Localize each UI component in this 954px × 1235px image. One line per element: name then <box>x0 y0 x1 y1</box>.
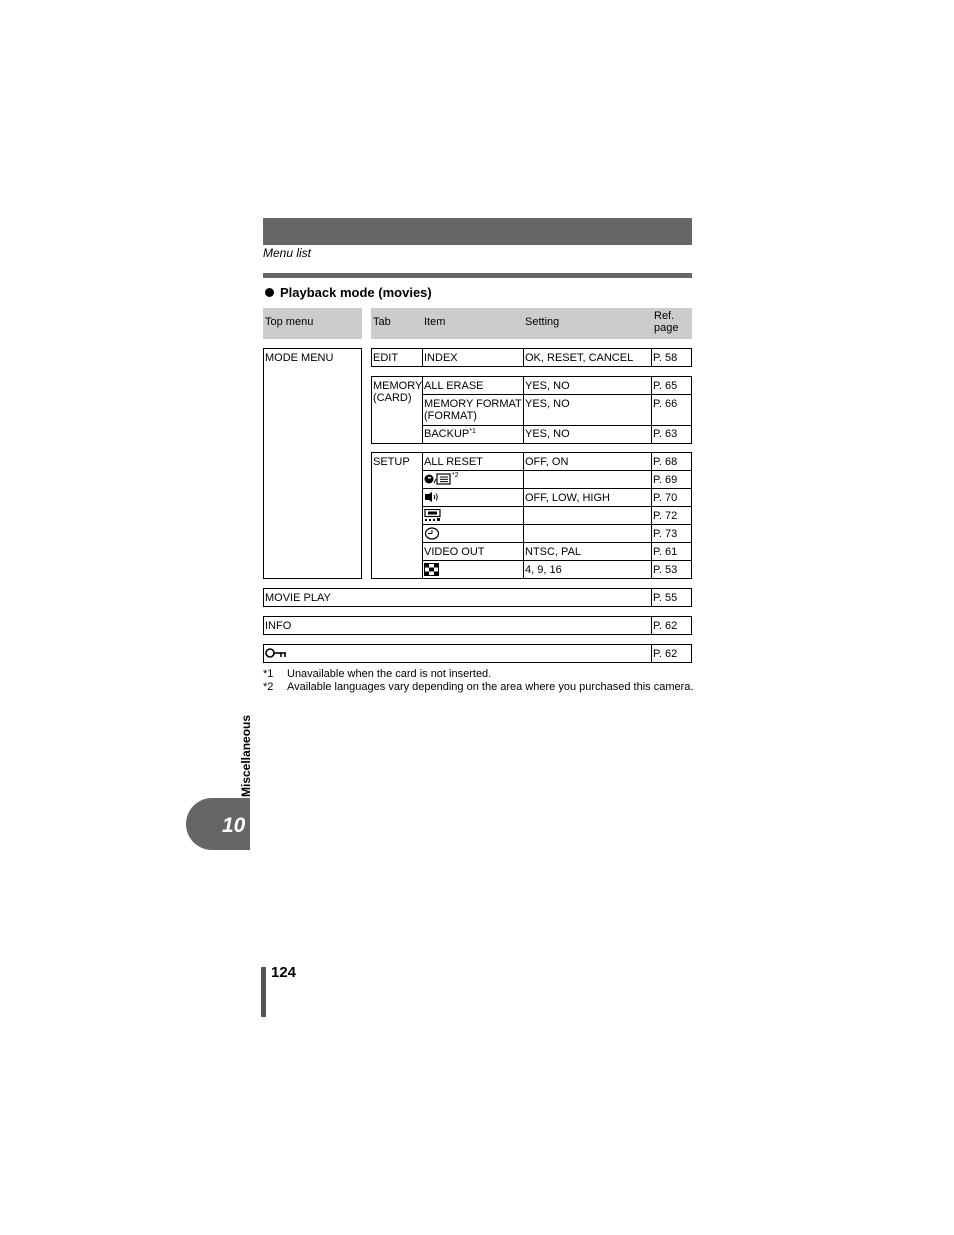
protect-label <box>264 647 287 659</box>
setup-tab: SETUP <box>373 456 410 468</box>
setup-ref-index-grid: P. 53 <box>653 564 678 576</box>
header-top-menu <box>263 308 362 339</box>
chapter-number: 10 <box>222 814 246 837</box>
memory-tab: MEMORY (CARD) <box>373 380 423 404</box>
setup-item-language: *2 <box>423 472 459 485</box>
setup-group <box>371 452 692 579</box>
edit-setting: OK, RESET, CANCEL <box>525 352 634 364</box>
setup-setting-video-out: NTSC, PAL <box>525 546 582 558</box>
setup-ref-clock: P. 73 <box>653 528 678 540</box>
chapter-label: Miscellaneous <box>239 714 253 797</box>
setup-setting-index-grid: 4, 9, 16 <box>525 564 562 576</box>
edit-ref: P. 58 <box>653 352 678 364</box>
setup-ref-all-reset: P. 68 <box>653 456 678 468</box>
page-number-bar <box>261 967 266 1017</box>
movie-play-ref: P. 55 <box>653 592 678 604</box>
setup-ref-language: P. 69 <box>653 474 678 486</box>
memory-item-backup: BACKUP$^{*1}$ <box>424 428 476 440</box>
edit-item: INDEX <box>424 352 458 364</box>
info-label: INFO <box>265 620 292 632</box>
setup-item-index-grid <box>423 563 439 576</box>
section-rule <box>263 273 692 278</box>
setup-ref-video-out: P. 61 <box>653 546 678 558</box>
movie-play-row <box>263 588 692 607</box>
header-item-label: Item <box>424 316 446 328</box>
volume-icon <box>424 491 440 503</box>
memory-setting-format: YES, NO <box>525 398 570 410</box>
setup-item-clock <box>423 527 440 540</box>
footnote-2: *2 Available languages vary depending on the area where you purchased this camera. <box>263 681 694 693</box>
setup-item-all-reset: ALL RESET <box>424 456 483 468</box>
memory-setting-all-erase: YES, NO <box>525 380 570 392</box>
memory-item-format: MEMORY FORMAT (FORMAT) <box>424 398 522 422</box>
setup-item-monitor <box>423 509 442 522</box>
header-top-menu-label: Top menu <box>265 316 314 328</box>
page-number: 124 <box>271 964 297 981</box>
protect-ref: P. 62 <box>653 648 678 660</box>
setup-item-video-out: VIDEO OUT <box>424 546 485 558</box>
setup-setting-volume: OFF, LOW, HIGH <box>525 492 610 504</box>
edit-tab: EDIT <box>373 352 399 364</box>
setup-setting-all-reset: OFF, ON <box>525 456 569 468</box>
footnotes <box>263 668 693 694</box>
header-tab-label: Tab <box>373 316 391 328</box>
header-ref-label: Ref. page <box>654 310 679 334</box>
protect-row <box>263 644 692 663</box>
info-ref: P. 62 <box>653 620 678 632</box>
subheading <box>265 285 432 300</box>
memory-item-all-erase: ALL ERASE <box>424 380 484 392</box>
header-setting-label: Setting <box>525 316 560 328</box>
mode-menu-label: MODE MENU <box>265 352 334 364</box>
memory-ref-all-erase: P. 65 <box>653 380 678 392</box>
setup-item-volume <box>423 491 440 503</box>
header-columns <box>371 308 692 339</box>
protect-key-icon <box>265 647 287 659</box>
memory-setting-backup: YES, NO <box>525 428 570 440</box>
memory-ref-format: P. 66 <box>653 398 678 410</box>
index-grid-icon <box>424 563 439 576</box>
section-name: Menu list <box>263 246 312 260</box>
footnote-1: *1 Unavailable when the card is not inserted. <box>263 668 492 680</box>
language-icon <box>424 472 452 485</box>
info-row <box>263 616 692 635</box>
header-bar <box>263 218 692 245</box>
memory-group <box>371 376 692 444</box>
edit-row <box>371 348 692 367</box>
monitor-brightness-icon <box>424 509 442 522</box>
clock-icon <box>424 527 440 540</box>
subheading-text: Playback mode (movies) <box>280 285 432 300</box>
setup-ref-volume: P. 70 <box>653 492 678 504</box>
movie-play-label: MOVIE PLAY <box>265 592 331 604</box>
setup-ref-monitor: P. 72 <box>653 510 678 522</box>
memory-ref-backup: P. 63 <box>653 428 678 440</box>
bullet-icon <box>265 288 274 297</box>
mode-menu-box <box>263 348 362 579</box>
